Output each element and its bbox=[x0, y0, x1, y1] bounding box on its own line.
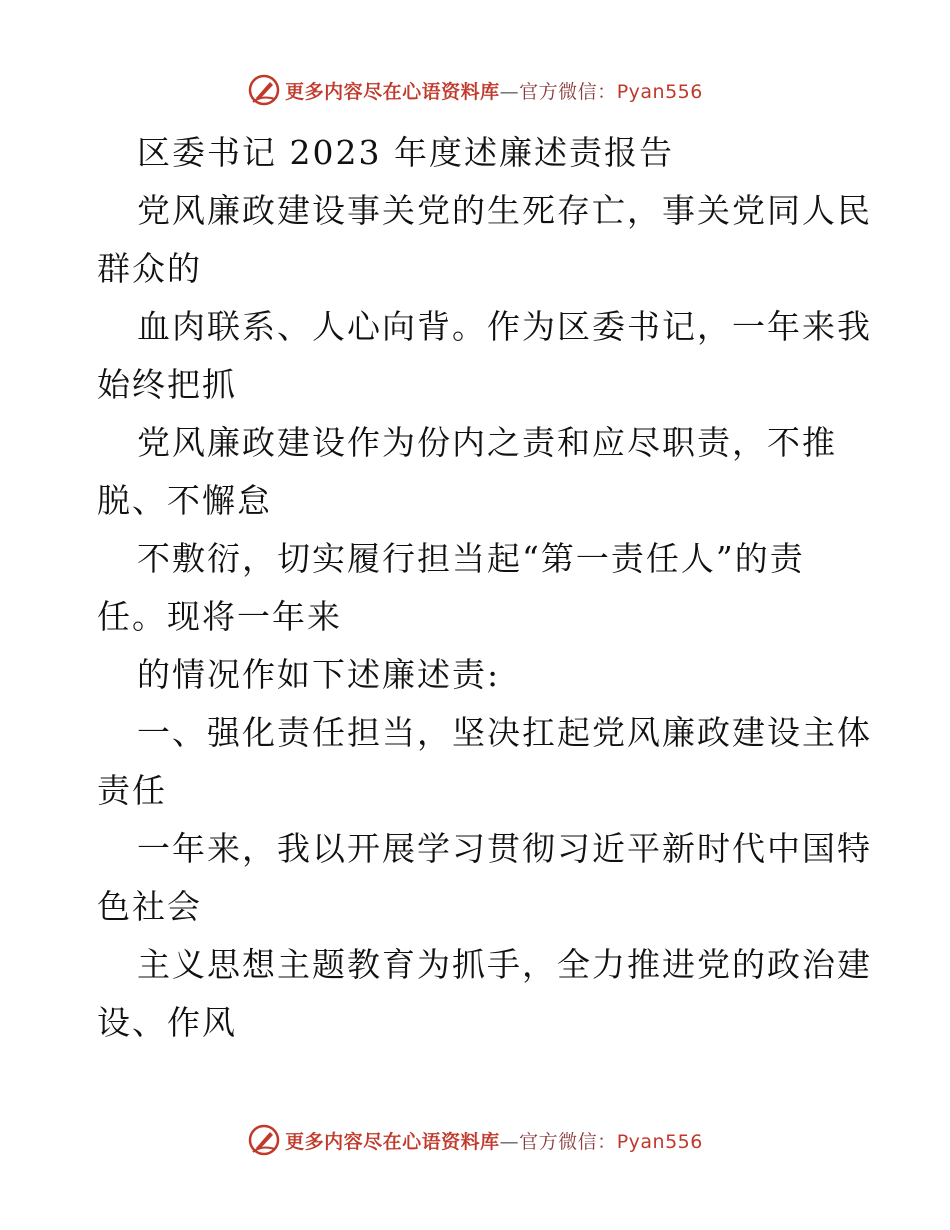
watermark-brand: 更多内容尽在心语资料库 bbox=[285, 80, 500, 103]
watermark-contact-id: Pyan556 bbox=[616, 1130, 703, 1153]
text-line: 的情况作如下述廉述责: bbox=[137, 655, 501, 694]
text-line: 党风廉政建设作为份内之责和应尽职责，不推 bbox=[137, 423, 837, 462]
text-line: 始终把抓 bbox=[97, 365, 237, 404]
text-line: 主义思想主题教育为抓手，全力推进党的政治建 bbox=[137, 945, 872, 984]
watermark-separator: — bbox=[499, 1130, 520, 1153]
pen-logo-icon bbox=[247, 1123, 281, 1157]
text-line: 色社会 bbox=[97, 887, 202, 926]
document-title: 区委书记 2023 年度述廉述责报告 bbox=[137, 133, 674, 172]
text-line: 党风廉政建设事关党的生死存亡，事关党同人民 bbox=[137, 191, 872, 230]
pen-logo-icon bbox=[247, 73, 281, 107]
header-watermark bbox=[0, 70, 950, 110]
watermark-brand: 更多内容尽在心语资料库 bbox=[285, 1130, 500, 1153]
text-line: 血肉联系、人心向背。作为区委书记，一年来我 bbox=[137, 307, 872, 346]
text-line: 设、作风 bbox=[97, 1003, 237, 1042]
text-line: 一、强化责任担当，坚决扛起党风廉政建设主体 bbox=[137, 713, 872, 752]
watermark-contact-label: 官方微信： bbox=[519, 80, 617, 103]
text-line: 责任 bbox=[97, 771, 167, 810]
watermark-separator: — bbox=[499, 80, 520, 103]
text-line: 一年来，我以开展学习贯彻习近平新时代中国特 bbox=[137, 829, 872, 868]
watermark-contact-label: 官方微信： bbox=[519, 1130, 617, 1153]
watermark-contact-id: Pyan556 bbox=[616, 80, 703, 103]
text-line: 任。现将一年来 bbox=[97, 597, 342, 636]
text-line: 不敷衍，切实履行担当起“第一责任人”的责 bbox=[137, 539, 805, 578]
footer-watermark bbox=[0, 1120, 950, 1160]
text-line: 群众的 bbox=[97, 249, 202, 288]
document-body bbox=[97, 124, 872, 1052]
text-line: 脱、不懈怠 bbox=[97, 481, 272, 520]
